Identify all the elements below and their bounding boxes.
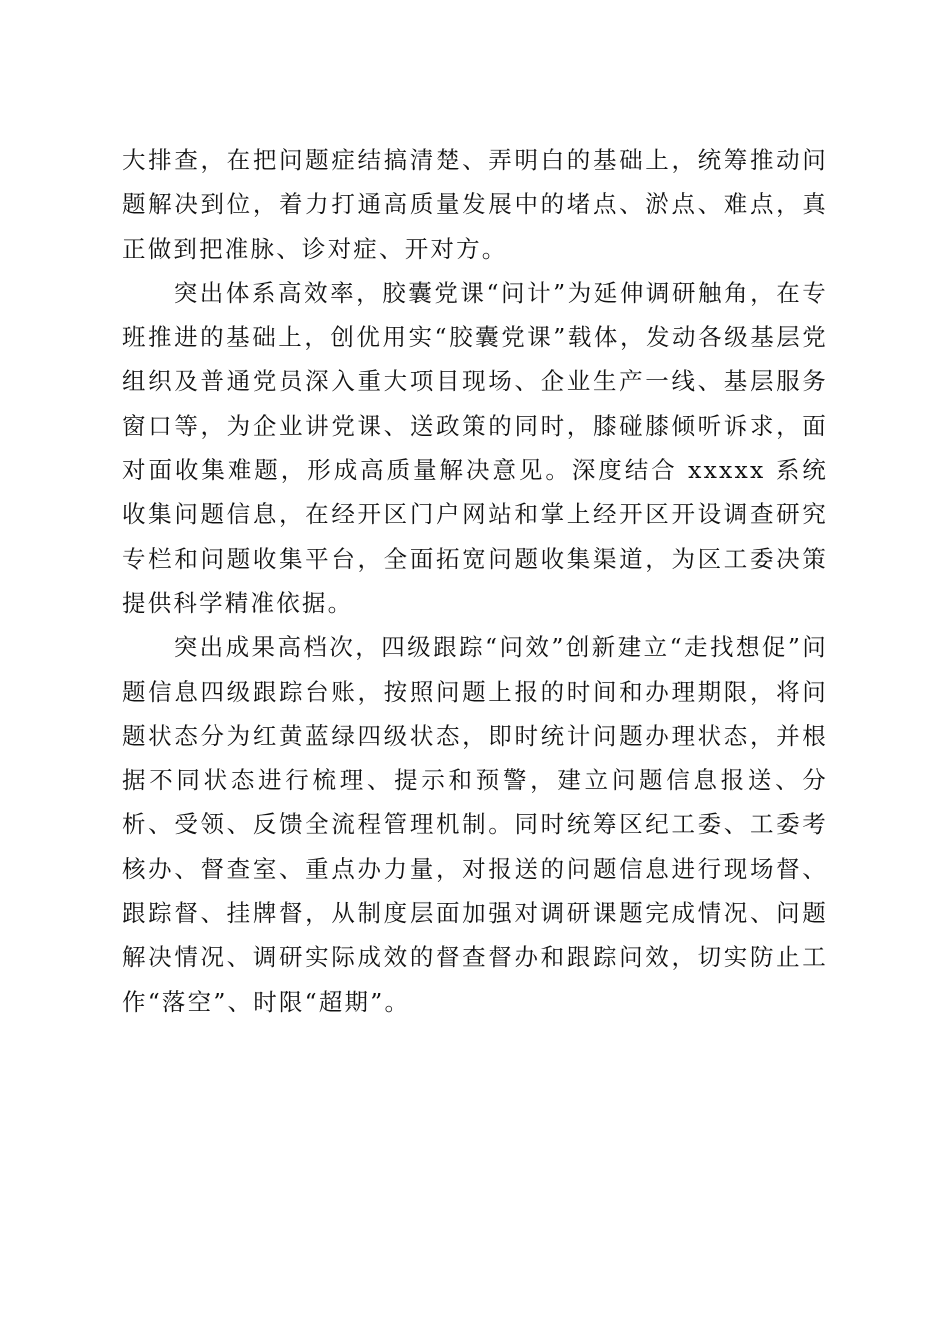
paragraph-results-quality: 突出成果高档次，四级跟踪“问效”创新建立“走找想促”问题信息四级跟踪台账，按照问题上报的时间和办理期限，将问题状态分为红黄蓝绿四级状态，即时统计问题办理状态，并根据不同状态进行梳理、提示和预警，建立问题信息报送、分析、受领、反馈全流程管理机制。同时统筹区纪工委、工委考核办、督查室、重点办力量，对报送的问题信息进行现场督、跟踪督、挂牌督，从制度层面加强对调研课题完成情况、问题解决情况、调研实际成效的督查督办和跟踪问效，切实防止工作“落空”、时限“超期”。 (122, 633, 828, 1016)
paragraph-continuation: 大排查，在把问题症结搞清楚、弄明白的基础上，统筹推动问题解决到位，着力打通高质量发展中的堵点、淤点、难点，真正做到把准脉、诊对症、开对方。 (122, 146, 828, 263)
paragraph-system-efficiency: 突出体系高效率，胶囊党课“问计”为延伸调研触角，在专班推进的基础上，创优用实“胶囊党课”载体，发动各级基层党组织及普通党员深入重大项目现场、企业生产一线、基层服务窗口等，为企业讲党课、送政策的同时，膝碰膝倾听诉求，面对面收集难题，形成高质量解决意见。深度结合 xxxxx 系统收集问题信息，在经开区门户网站和掌上经开区开设调查研究专栏和问题收集平台，全面拓宽问题收集渠道，为区工委决策提供科学精准依据。 (122, 278, 828, 617)
document-body (122, 138, 828, 1024)
